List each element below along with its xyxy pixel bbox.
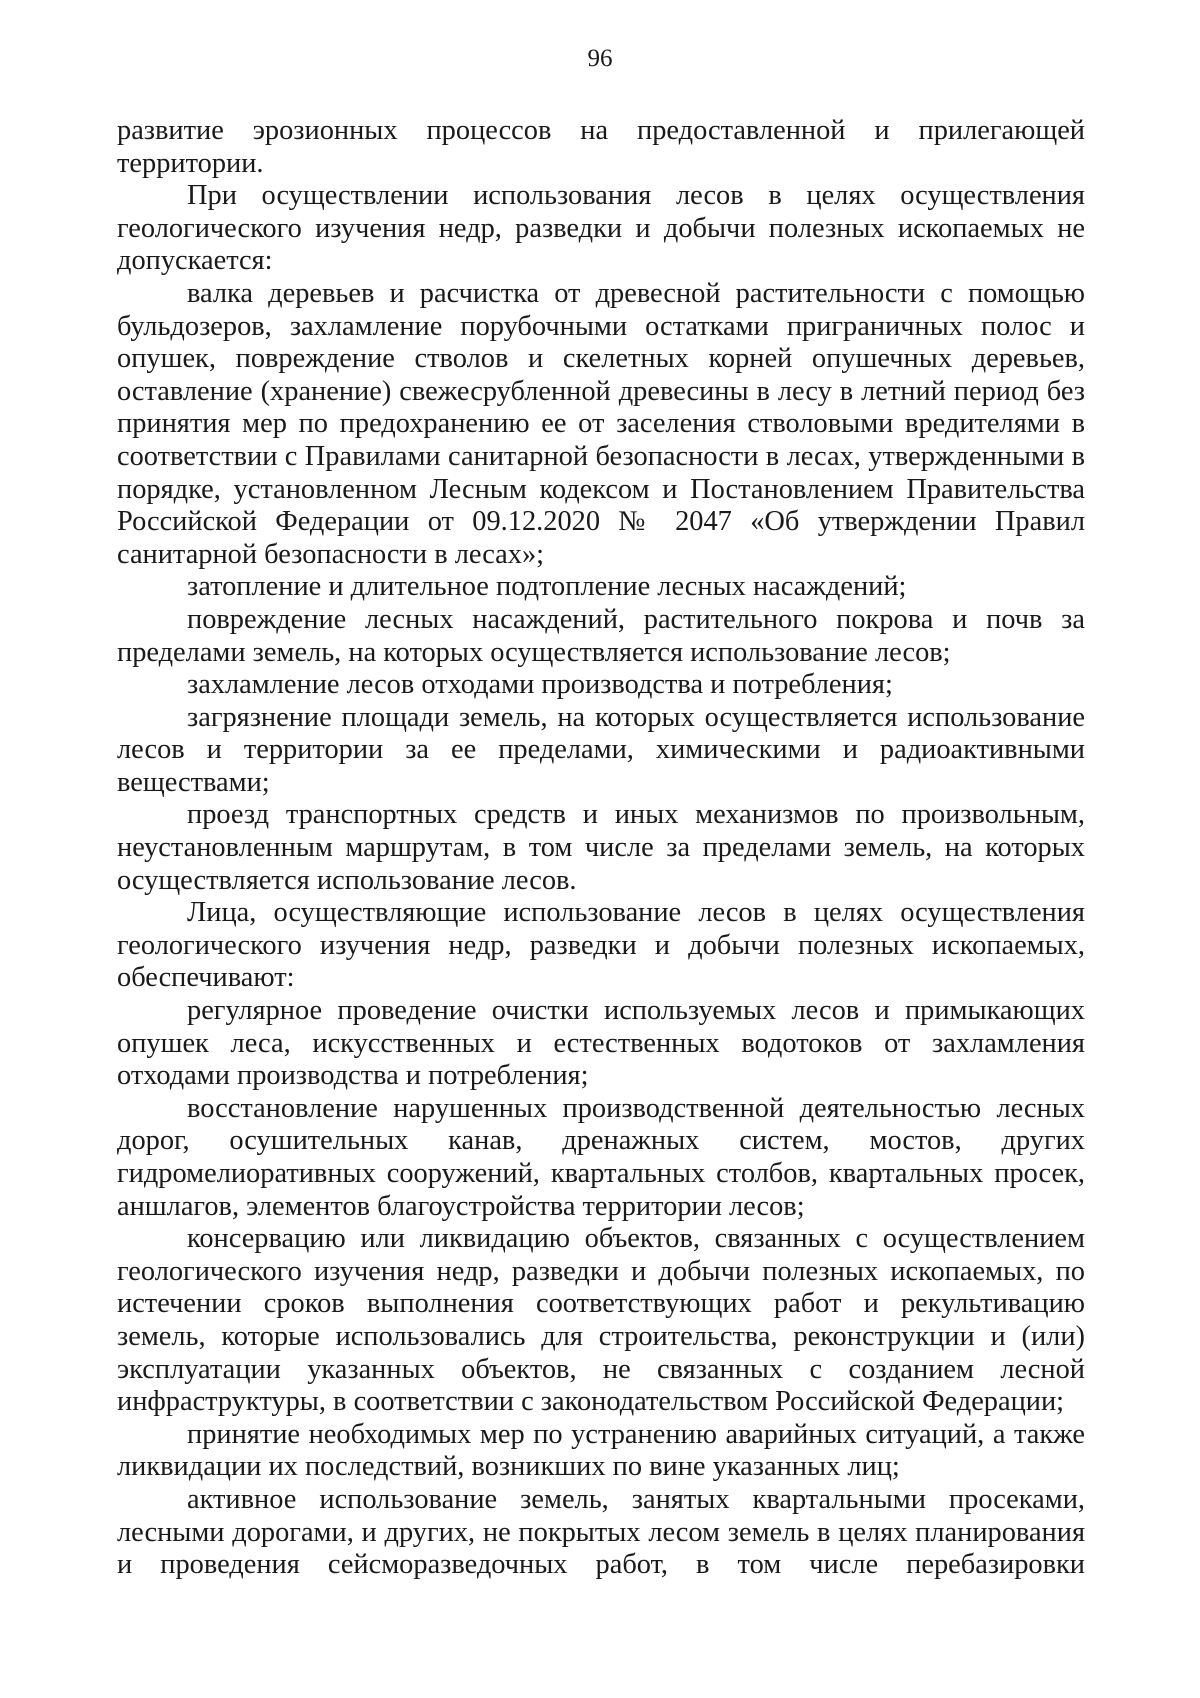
paragraph: повреждение лесных насаждений, растительного покрова и почв за пределами земель, на которых осуществляется использование лесов; [117,603,1085,668]
paragraph: Лица, осуществляющие использование лесов в целях осуществления геологического изучения недр, разведки и добычи полезных ископаемых, обеспечивают: [117,897,1085,994]
paragraph: регулярное проведение очистки используемых лесов и примыкающих опушек леса, искусственных и естественных водотоков от захламления отходами производства и потребления; [117,995,1085,1092]
paragraph: консервацию или ликвидацию объектов, связанных с осуществлением геологического изучения недр, разведки и добычи полезных ископаемых, по истечении сроков выполнения соответствующих работ и рекультивацию земель, которые использовались для строительства, реконструкции и (или) эксплуатации указанных объектов, не связанных с созданием лесной инфраструктуры, в соответствии с законодательством Российской Федерации; [117,1223,1085,1418]
page-number: 96 [587,45,613,72]
paragraph: развитие эрозионных процессов на предоставленной и прилегающей территории. [117,115,1085,179]
paragraph: проезд транспортных средств и иных механизмов по произвольным, неустановленным маршрутам, в том числе за пределами земель, на которых осуществляется использование лесов. [117,799,1085,896]
paragraph: захламление лесов отходами производства и потребления; [187,669,893,701]
paragraph: принятие необходимых мер по устранению аварийных ситуаций, а также ликвидации их последствий, возникших по вине указанных лиц; [117,1418,1085,1483]
paragraph: восстановление нарушенных производственной деятельностью лесных дорог, осушительных канав, дренажных систем, мостов, других гидромелиоративных сооружений, квартальных столбов, квартальных просек, аншлагов, элементов благоустройства территории лесов; [117,1092,1085,1222]
paragraph: валка деревьев и расчистка от древесной растительности с помощью бульдозеров, захламление порубочными остатками приграничных полос и опушек, повреждение стволов и скелетных корней опушечных деревьев, оставление (хранение) свежесрубленной древесины в лесу в летний период без принятия мер по предохранению ее от заселения стволовыми вредителями в соответствии с Правилами санитарной безопасности в лесах, утвержденными в порядке, установленном Лесным кодексом и Постановлением Правительства Российской Федерации от 09.12.2020 № 2047 «Об утверждении Правил санитарной безопасности в лесах»; [117,277,1085,570]
document-body [117,115,1085,1582]
paragraph: При осуществлении использования лесов в целях осуществления геологического изучения недр, разведки и добычи полезных ископаемых не допускается: [117,180,1085,277]
paragraph: затопление и длительное подтопление лесных насаждений; [187,571,907,603]
paragraph: загрязнение площади земель, на которых осуществляется использование лесов и территории за ее пределами, химическими и радиоактивными веществами; [117,701,1085,798]
paragraph-continued: активное использование земель, занятых квартальными просеками, лесными дорогами, и других, не покрытых лесом земель в целях планирования и проведения сейсморазведочных работ, в том числе перебазировки [117,1483,1085,1581]
